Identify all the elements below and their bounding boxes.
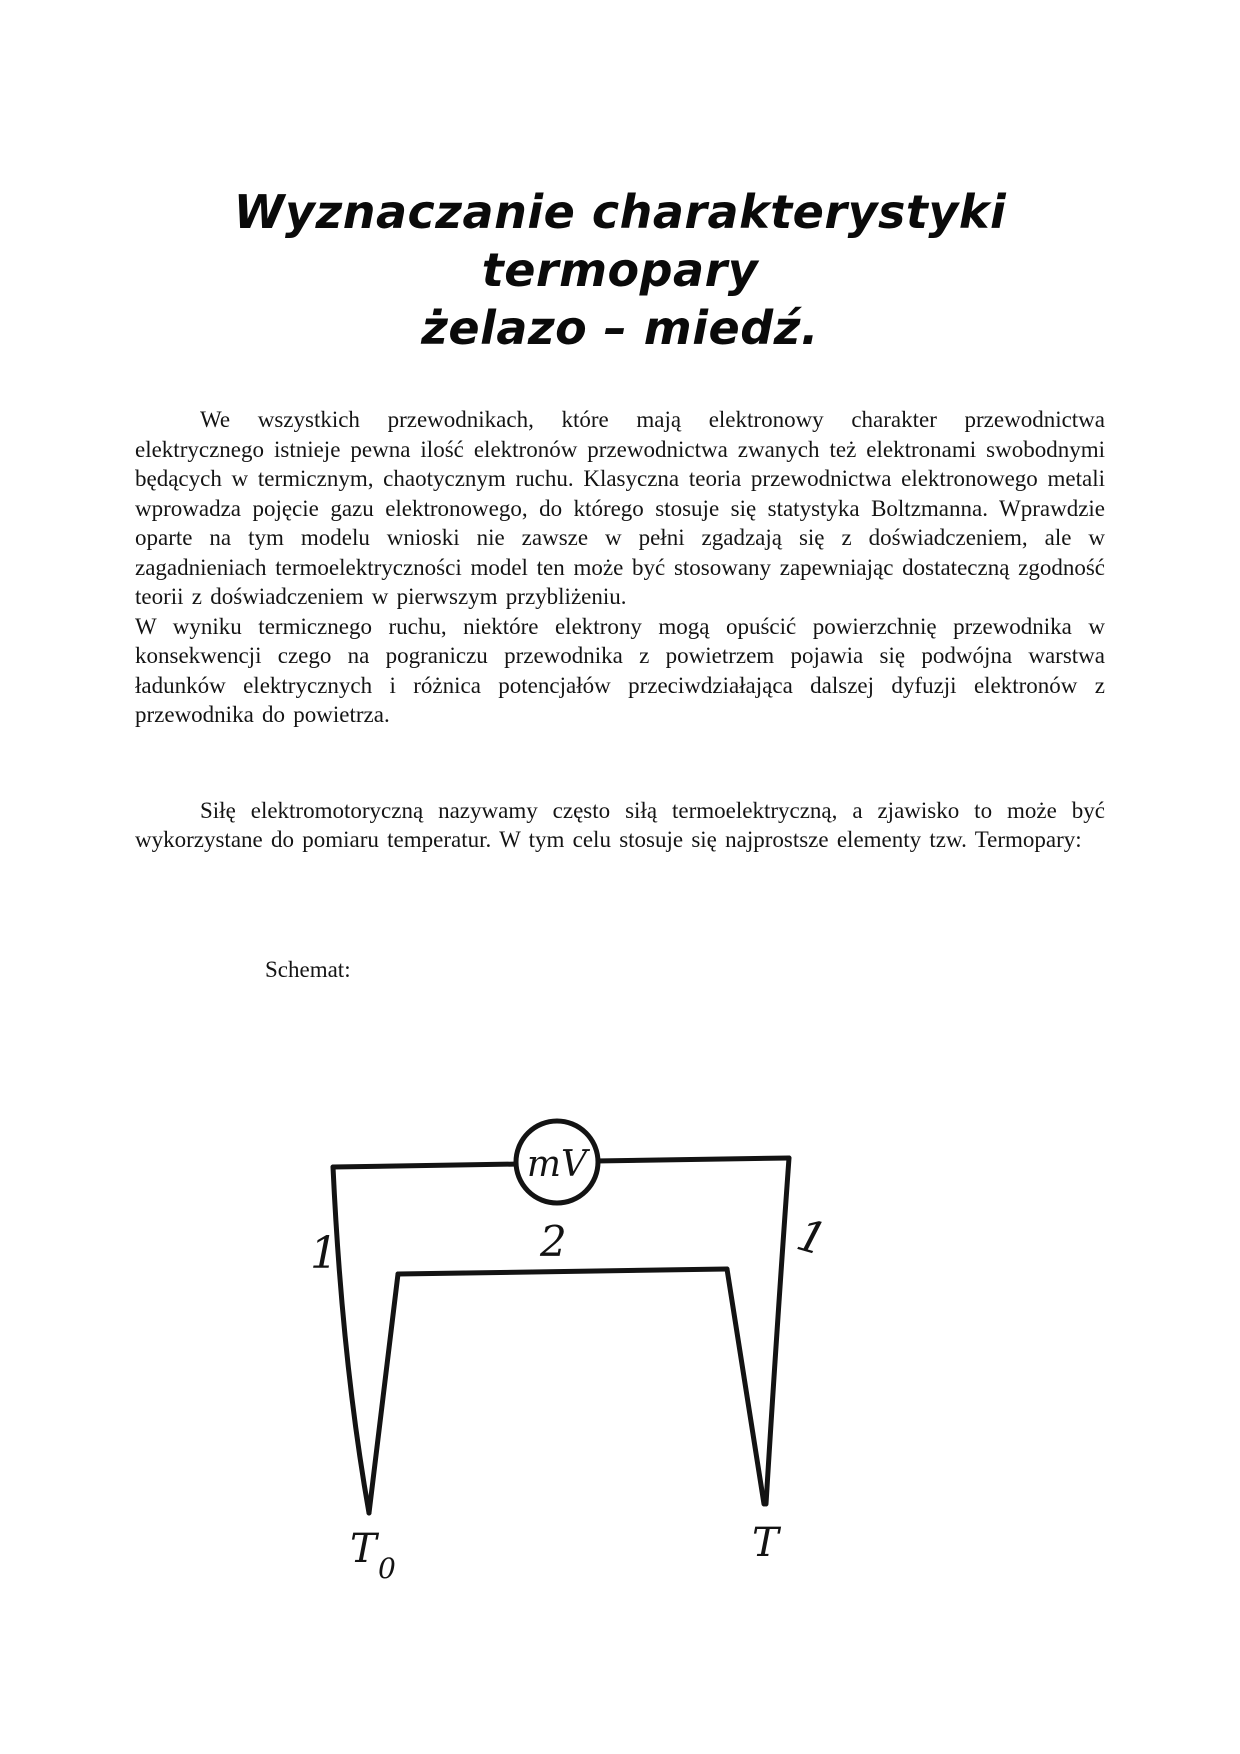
- title-line-3: żelazo – miedź.: [421, 301, 819, 355]
- millivoltmeter-label: mV: [526, 1144, 588, 1185]
- thermocouple-schematic: [280, 1090, 860, 1610]
- document-title: [0, 183, 1240, 357]
- document-body: [135, 405, 1105, 983]
- title-line-2: termopary: [481, 243, 759, 297]
- middle-wire: [398, 1269, 727, 1274]
- left-wire-label: 1: [310, 1228, 338, 1279]
- paragraph-emf-thermocouple: Siłę elektromotoryczną nazywamy często siłą termoelektryczną, a zjawisko to może być wykorzystane do pomiaru temperatur. W tym celu stosuje się najprostsze elementy tzw. Termopary:: [135, 797, 1105, 852]
- left-outer-wire: [333, 1167, 369, 1513]
- right-inner-wire: [727, 1269, 764, 1504]
- right-junction-label: T: [752, 1520, 779, 1566]
- right-top-wire: [595, 1158, 789, 1161]
- paragraph-thermal-motion: W wyniku termicznego ruchu, niektóre elektrony mogą opuścić powierzchnię przewodnika w konsekwencji czego na pograniczu przewodnika z powietrzem pojawia się podwójna warstwa ładunków elektrycznych i różnica potencjałów przeciwdziałająca dalszej dyfuzji elektronów z przewodnika do powietrza.: [135, 613, 1105, 727]
- schematic-caption: Schemat:: [265, 956, 351, 982]
- title-line-1: Wyznaczanie charakterystyki: [233, 185, 1007, 239]
- left-top-wire: [333, 1164, 520, 1167]
- left-junction-subscript: 0: [378, 1552, 396, 1585]
- left-junction-label: T: [350, 1526, 377, 1572]
- right-outer-wire: [766, 1158, 789, 1504]
- middle-wire-label: 2: [540, 1217, 567, 1266]
- right-wire-label: 1: [791, 1209, 833, 1267]
- left-inner-wire: [369, 1274, 398, 1513]
- paragraph-conductors: We wszystkich przewodnikach, które mają elektronowy charakter przewodnictwa elektrycznego istnieje pewna ilość elektronów przewodnictwa zwanych też elektronami swobodnymi będących w termicznym, chaotycznym ruchu. Klasyczna teoria przewodnictwa elektronowego metali wprowadza pojęcie gazu elektronowego, do którego stosuje się statystyka Boltzmanna. Wprawdzie oparte na tym modelu wnioski nie zawsze w pełni zgadzają się z doświadczeniem, ale w zagadnieniach termoelektryczności model ten może być stosowany zapewniając dostateczną zgodność teorii z doświadczeniem w pierwszym przybliżeniu.: [135, 407, 1105, 609]
